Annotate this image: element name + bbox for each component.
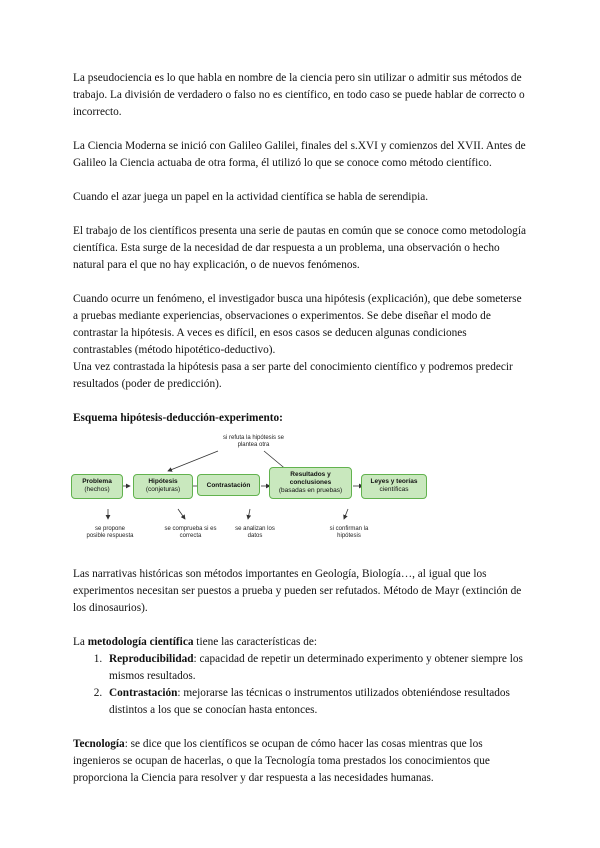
arrow-analizan [248, 509, 250, 519]
paragraph-metodologia: El trabajo de los científicos presenta una serie de pautas en común que se conoce como metodología científica. Esta surge de la necesidad de dar respuesta a un problema, una observación o hecho natural para el que no hay explicación, o de nuevos fenómenos. [73, 225, 526, 271]
note-propone: se propone posible respuesta [86, 526, 134, 539]
paragraph-ciencia-moderna: La Ciencia Moderna se inició con Galileo Galilei, finales del s.XVI y comienzos del XVII. Antes de Galileo la Ciencia actuaba de otra forma, él utilizó lo que se conoce como método científico. [73, 140, 526, 169]
schema-diagram [73, 437, 528, 552]
paragraph-prediccion: Una vez contrastada la hipótesis pasa a ser parte del conocimiento científico y podremos predecir resultados (poder de predicción). [73, 361, 513, 390]
metodologia-list [73, 651, 528, 719]
paragraph-serendipia: Cuando el azar juega un papel en la actividad científica se habla de serendipia. [73, 191, 429, 203]
paragraph-pseudociencia: La pseudociencia es lo que habla en nombre de la ciencia pero sin utilizar o admitir sus métodos de trabajo. La división de verdadero o falso no es científico, en todo caso se puede hablar de correcto o incorrecto. [73, 72, 525, 118]
note-refuta: si refuta la hipótesis se plantea otra [222, 435, 285, 448]
box-resultados: Resultados y conclusiones (basadas en pruebas) [269, 467, 352, 499]
arrow-refuta-down [168, 451, 218, 471]
note-confirman: si confirman la hipótesis [329, 526, 369, 539]
document-page [73, 70, 528, 804]
note-comprueba: se comprueba si es correcta [164, 526, 217, 539]
paragraph-tecnologia: Tecnología: se dice que los científicos se ocupan de cómo hacer las cosas mientras que los ingenieros se ocupan de hacerlas, o que la Tecnología toma prestados los conocimientos que proporciona la Ciencia para resolver y dar respuesta a las necesidades humanas. [73, 738, 490, 784]
list-item: 2. Contrastación: mejorarse las técnicas o instrumentos utilizados obteniéndose resultados distintos a los que se conocían hasta entonces. [105, 685, 528, 719]
box-leyes: Leyes y teorías científicas [361, 474, 427, 499]
metodologia-intro: La metodología científica tiene las características de: [73, 636, 318, 648]
arrow-comprueba [178, 509, 185, 519]
box-problema: Problema (hechos) [71, 474, 123, 499]
list-item: 1. Reproducibilidad: capacidad de repetir un determinado experimento y obtener siempre los mismos resultados. [105, 651, 528, 685]
note-analizan: se analizan los datos [235, 526, 275, 539]
paragraph-narrativas: Las narrativas históricas son métodos importantes en Geología, Biología…, al igual que los experimentos necesitan ser puestos a prueba y pueden ser refutados. Método de Mayr (extinción de los dinosaurios). [73, 568, 522, 614]
schema-heading: Esquema hipótesis-deducción-experimento: [73, 412, 283, 424]
paragraph-hipotesis: Cuando ocurre un fenómeno, el investigador busca una hipótesis (explicación), que debe someterse a pruebas mediante experiencias, observaciones o experimentos. Se debe diseñar el modo de contrastar la hipótesis. A veces es difícil, en esos casos se deducen algunas condiciones contrastables (método hipotético-deductivo). [73, 293, 522, 356]
arrow-confirman [344, 509, 348, 519]
box-hipotesis: Hipótesis (conjeturas) [133, 474, 193, 499]
box-contrastacion: Contrastación [197, 474, 260, 496]
